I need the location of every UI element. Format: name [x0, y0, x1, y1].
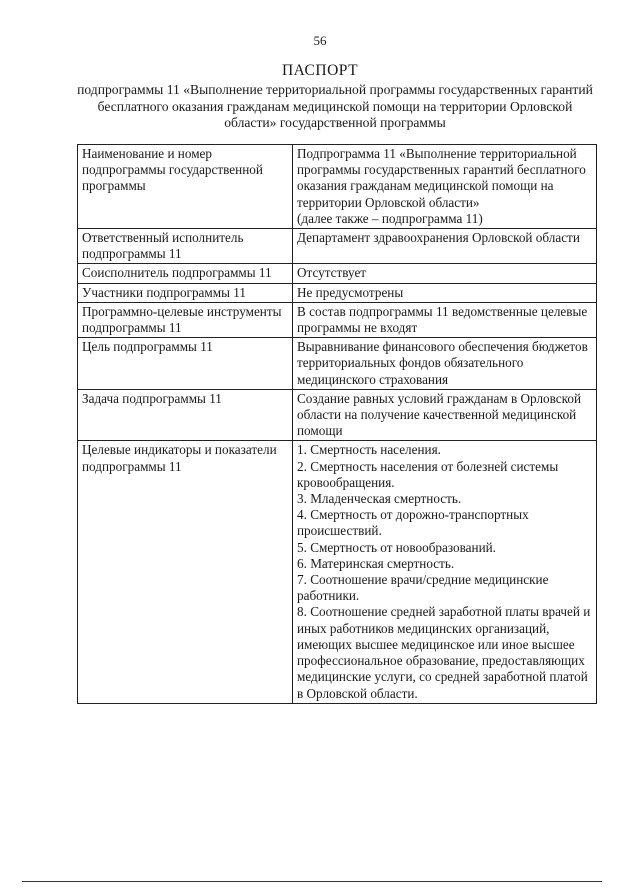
row-value	[293, 283, 597, 302]
table-row	[78, 302, 597, 337]
table-row	[78, 389, 597, 441]
value-line: Не предусмотрены	[297, 284, 404, 300]
indicator-item: 4. Смертность от дорожно-транспортных происшествий.	[297, 507, 529, 539]
row-label: Ответственный исполнитель подпрограммы 11	[78, 229, 293, 264]
row-label: Участники подпрограммы 11	[78, 283, 293, 302]
table-row	[78, 145, 597, 229]
row-value	[293, 145, 597, 229]
table-row	[78, 283, 597, 302]
table-row	[78, 338, 597, 390]
row-label: Соисполнитель подпрограммы 11	[78, 264, 293, 283]
value-line: Подпрограмма 11 «Выполнение территориальной программы государственных гарантий бесплатного оказания гражданам медицинской помощи на территории Орловской области»	[297, 146, 586, 210]
page-number: 56	[313, 33, 327, 48]
document-title: ПАСПОРТ	[281, 62, 359, 79]
value-line: Создание равных условий гражданам в Орловской области на получение качественной медицинской помощи	[297, 390, 582, 439]
row-label: Наименование и номер подпрограммы государственной программы	[78, 145, 293, 229]
document-subtitle: подпрограммы 11 «Выполнение территориальной программы государственных гарантий бесплатного оказания гражданам медицинской помощи на территории Орловской области» государственной программы	[77, 82, 593, 130]
table-row	[78, 229, 597, 264]
indicator-item: 2. Смертность населения от болезней системы кровообращения.	[297, 458, 559, 490]
bottom-rule	[22, 881, 602, 882]
row-value	[293, 229, 597, 264]
indicator-item: 7. Соотношение врачи/средние медицинские работники.	[297, 572, 549, 604]
table-row	[78, 264, 597, 283]
row-value	[293, 302, 597, 337]
row-label: Программно-целевые инструменты подпрограммы 11	[78, 302, 293, 337]
row-label: Задача подпрограммы 11	[78, 389, 293, 441]
value-line: Отсутствует	[297, 265, 367, 281]
row-value	[293, 389, 597, 441]
indicator-item: 5. Смертность от новообразований.	[297, 539, 496, 555]
row-label: Цель подпрограммы 11	[78, 338, 293, 390]
value-line: В состав подпрограммы 11 ведомственные целевые программы не входят	[297, 303, 588, 336]
value-line: Департамент здравоохранения Орловской области	[297, 230, 580, 246]
passport-table	[77, 144, 597, 704]
indicator-item: 8. Соотношение средней заработной платы врачей и иных работников медицинских организаций, имеющих высшее медицинское или иное высшее профессиональное образование, предоставляющих медицинские услуги, со средней заработной платой в Орловской области.	[297, 604, 591, 701]
row-value	[293, 264, 597, 283]
value-line: (далее также – подпрограмма 11)	[297, 210, 483, 226]
table-row	[78, 441, 597, 703]
row-label: Целевые индикаторы и показатели подпрограммы 11	[78, 441, 293, 703]
value-line: Выравнивание финансового обеспечения бюджетов территориальных фондов обязательного медицинского страхования	[297, 339, 588, 387]
indicator-item: 3. Младенческая смертность.	[297, 491, 462, 507]
row-value	[293, 441, 597, 703]
row-value	[293, 338, 597, 390]
indicator-item: 6. Материнская смертность.	[297, 555, 455, 571]
indicator-item: 1. Смертность населения.	[297, 442, 441, 458]
